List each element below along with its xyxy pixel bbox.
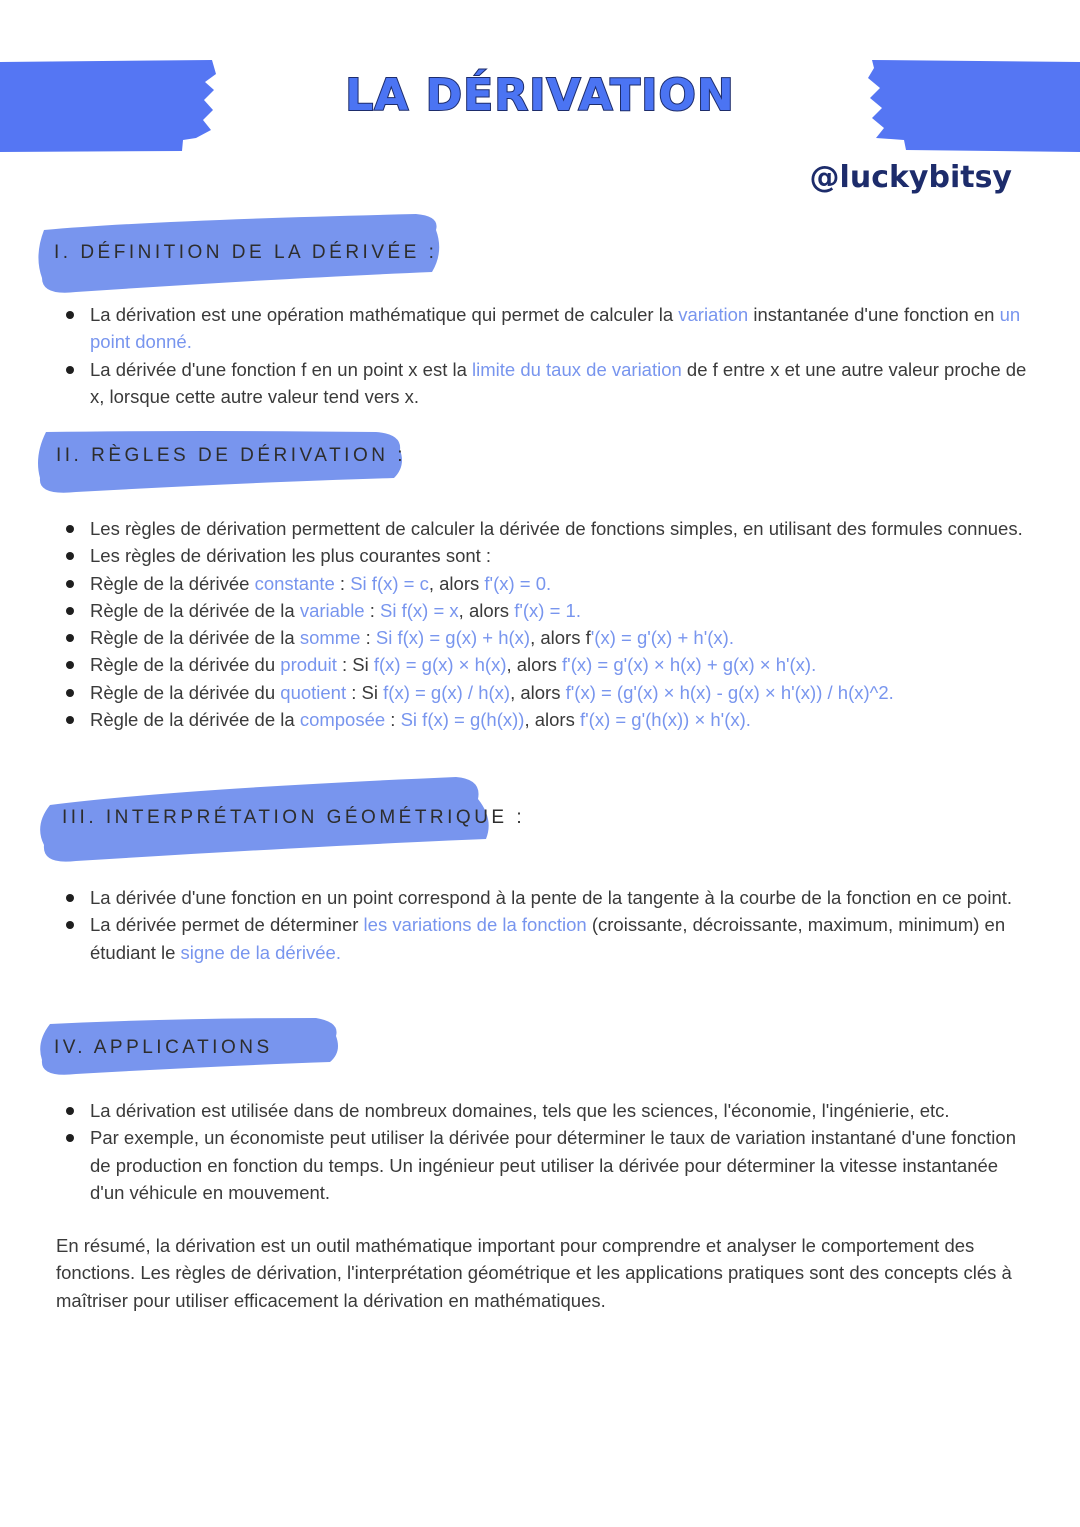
highlighted-term: les variations de la fonction	[363, 914, 587, 936]
section-title: IV. APPLICATIONS	[54, 1037, 273, 1058]
list-item: Les règles de dérivation permettent de calculer la dérivée de fonctions simples, en utilisant des formules connues.	[56, 515, 1036, 542]
geometry-list	[56, 884, 1036, 966]
highlighted-term: variable	[299, 599, 365, 621]
section-header-rules	[36, 428, 406, 496]
highlighted-term: somme	[299, 627, 361, 649]
highlighted-term: f'(x) = (g'(x) × h(x) - g(x) × h'(x)) / h(x)^2.	[565, 681, 894, 703]
list-item: Règle de la dérivée du quotient : Si f(x) = g(x) / h(x), alors f'(x) = (g'(x) × h(x) - g(x) × h'(x)) / h(x)^2.	[56, 679, 1036, 706]
list-item: Règle de la dérivée constante : Si f(x) = c, alors f'(x) = 0.	[56, 570, 1036, 597]
highlighted-term: produit	[280, 654, 337, 676]
highlighted-term: '(x) = g'(x) + h'(x).	[590, 627, 734, 649]
list-item: Règle de la dérivée du produit : Si f(x) = g(x) × h(x), alors f'(x) = g'(x) × h(x) + g(x) × h'(x).	[56, 651, 1036, 678]
author-handle: @luckybitsy	[809, 160, 1012, 195]
highlighted-term: composée	[299, 709, 386, 731]
highlighted-term: signe de la dérivée.	[180, 941, 341, 963]
list-item: La dérivation est utilisée dans de nombreux domaines, tels que les sciences, l'économie, l'ingénierie, etc.	[56, 1097, 1036, 1124]
section-header-applications	[36, 1016, 342, 1078]
rules-list	[56, 515, 1036, 733]
list-item: Règle de la dérivée de la composée : Si f(x) = g(h(x)), alors f'(x) = g'(h(x)) × h'(x).	[56, 706, 1036, 733]
highlighted-term: f'(x) = 1.	[514, 599, 581, 621]
definition-list	[56, 301, 1036, 410]
list-item: La dérivation est une opération mathématique qui permet de calculer la variation instantanée d'une fonction en un point donné.	[56, 301, 1036, 356]
section-title: I. DÉFINITION DE LA DÉRIVÉE :	[54, 242, 438, 263]
section-title: III. INTERPRÉTATION GÉOMÉTRIQUE :	[62, 807, 526, 828]
list-item: Règle de la dérivée de la somme : Si f(x) = g(x) + h(x), alors f'(x) = g'(x) + h'(x).	[56, 624, 1036, 651]
list-item: Règle de la dérivée de la variable : Si f(x) = x, alors f'(x) = 1.	[56, 597, 1036, 624]
highlighted-term: f'(x) = 0.	[484, 572, 552, 594]
list-item: Par exemple, un économiste peut utiliser la dérivée pour déterminer le taux de variation instantané d'une fonction de production en fonction du temps. Un ingénieur peut utiliser la dérivée pour déterminer la vitesse instantanée d'un véhicule en mouvement.	[56, 1124, 1036, 1206]
section-header-definition	[36, 212, 446, 296]
highlighted-term: Si f(x) = c	[350, 572, 429, 594]
list-item: La dérivée d'une fonction en un point correspond à la pente de la tangente à la courbe de la fonction en ce point.	[56, 884, 1036, 911]
highlighted-term: f(x) = g(x) × h(x)	[373, 654, 507, 676]
highlighted-term: un point donné.	[90, 304, 1021, 353]
summary-paragraph: En résumé, la dérivation est un outil mathématique important pour comprendre et analyser le comportement des fonctions. Les règles de dérivation, l'interprétation géométrique et les applications pratiques sont des concepts clés à maîtriser pour utiliser efficacement la dérivation en mathématiques.	[56, 1235, 1012, 1311]
applications-list	[56, 1097, 1036, 1206]
highlighted-term: limite du taux de variation	[472, 358, 682, 380]
list-item: La dérivée d'une fonction f en un point x est la limite du taux de variation de f entre x et une autre valeur proche de x, lorsque cette autre valeur tend vers x.	[56, 356, 1036, 411]
page-title: LA DÉRIVATION	[345, 70, 735, 121]
highlighted-term: f'(x) = g'(h(x)) × h'(x).	[579, 709, 751, 731]
highlighted-term: variation	[678, 304, 749, 325]
section-header-geometry	[36, 775, 526, 865]
list-item: Les règles de dérivation les plus courantes sont :	[56, 542, 1036, 569]
section-title: II. RÈGLES DE DÉRIVATION :	[56, 445, 407, 466]
highlighted-term: Si f(x) = g(x) + h(x)	[375, 627, 531, 649]
highlighted-term: quotient	[280, 681, 347, 703]
highlighted-term: Si f(x) = g(h(x))	[400, 709, 525, 731]
highlighted-term: f'(x) = g'(x) × h(x) + g(x) × h'(x).	[562, 654, 817, 676]
highlighted-term: Si f(x) = x	[380, 599, 459, 621]
list-item: La dérivée permet de déterminer les variations de la fonction (croissante, décroissante, maximum, minimum) en étudiant le signe de la dérivée.	[56, 911, 1036, 966]
highlighted-term: constante	[254, 572, 335, 594]
highlighted-term: f(x) = g(x) / h(x)	[383, 681, 511, 703]
